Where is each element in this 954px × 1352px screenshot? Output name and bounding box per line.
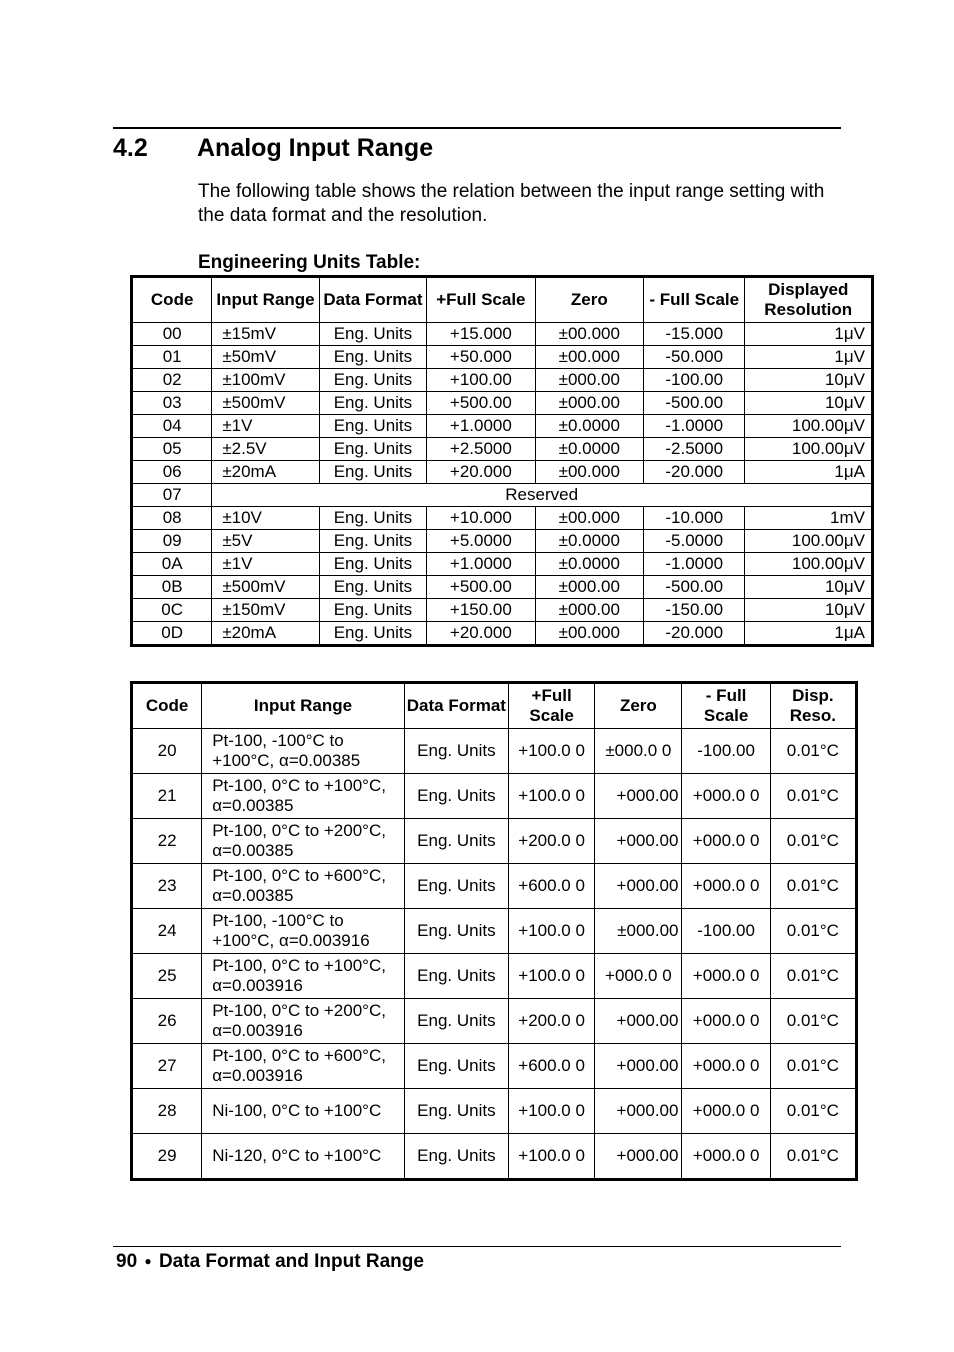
table-cell: +20.000 [427, 622, 535, 646]
table-cell: Pt-100, 0°C to +200°C, α=0.003916 [202, 999, 405, 1044]
table-cell: 28 [132, 1089, 202, 1134]
table-cell: +1.0000 [427, 415, 535, 438]
table-cell: Eng. Units [319, 507, 426, 530]
column-header: Code [132, 683, 202, 729]
table-cell: 0D [132, 622, 212, 646]
table-row [132, 1044, 857, 1089]
table-cell: 10μV [745, 369, 873, 392]
reserved-cell: Reserved [212, 484, 873, 507]
table-cell: 21 [132, 774, 202, 819]
table-header-row [132, 277, 873, 323]
table-cell: Eng. Units [404, 864, 508, 909]
section-heading [113, 134, 433, 163]
table-cell: ±150mV [212, 599, 319, 622]
table-cell: +000.0 0 [682, 1089, 770, 1134]
footer-rule [113, 1246, 841, 1247]
table-cell: ±000.00 [535, 599, 643, 622]
table-cell: ±00.000 [535, 622, 643, 646]
column-header: +Full Scale [427, 277, 535, 323]
page-number: 90 [116, 1251, 138, 1272]
table-cell: +000.00 [595, 774, 682, 819]
table-row [132, 999, 857, 1044]
table-cell: 0B [132, 576, 212, 599]
table-cell: +100.0 0 [509, 1089, 595, 1134]
table-cell: 08 [132, 507, 212, 530]
table-cell: ±0.0000 [535, 438, 643, 461]
table-cell: +5.0000 [427, 530, 535, 553]
table-row [132, 909, 857, 954]
table-cell: Pt-100, -100°C to +100°C, α=0.003916 [202, 909, 405, 954]
table-cell: +500.00 [427, 576, 535, 599]
table-cell: +000.0 0 [682, 819, 770, 864]
table-cell: Eng. Units [319, 346, 426, 369]
table-cell: 0.01°C [770, 954, 856, 999]
table-cell: -500.00 [644, 576, 745, 599]
table-cell: ±50mV [212, 346, 319, 369]
table-cell: Eng. Units [404, 729, 508, 774]
table-row [132, 1134, 857, 1180]
table-cell: Eng. Units [319, 461, 426, 484]
table-cell: 1μV [745, 346, 873, 369]
table-cell: Pt-100, 0°C to +100°C, α=0.00385 [202, 774, 405, 819]
table-cell: 0.01°C [770, 1134, 856, 1180]
table-cell: 03 [132, 392, 212, 415]
table-cell: Eng. Units [404, 999, 508, 1044]
table-cell: -20.000 [644, 461, 745, 484]
table-cell: +100.0 0 [509, 774, 595, 819]
table-cell: 27 [132, 1044, 202, 1089]
table-cell: ±15mV [212, 323, 319, 346]
table-cell: Eng. Units [319, 323, 426, 346]
table-cell: +150.00 [427, 599, 535, 622]
column-header: Code [132, 277, 212, 323]
table-cell: 100.00μV [745, 530, 873, 553]
table-row [132, 507, 873, 530]
table-row [132, 819, 857, 864]
table-cell: ±1V [212, 415, 319, 438]
table-cell: 0.01°C [770, 1089, 856, 1134]
table-row [132, 415, 873, 438]
table-cell: Eng. Units [404, 909, 508, 954]
engineering-units-table [130, 275, 874, 647]
table-cell: 00 [132, 323, 212, 346]
table-cell: ±0.0000 [535, 530, 643, 553]
table-cell: 100.00μV [745, 438, 873, 461]
table-cell: Eng. Units [404, 954, 508, 999]
table-cell: Pt-100, 0°C to +100°C, α=0.003916 [202, 954, 405, 999]
table-cell: ±000.00 [535, 369, 643, 392]
column-header: - Full Scale [644, 277, 745, 323]
table-cell: ±000.00 [595, 909, 682, 954]
table-cell: 09 [132, 530, 212, 553]
table-cell: -150.00 [644, 599, 745, 622]
table-row [132, 774, 857, 819]
table-row [132, 576, 873, 599]
table-cell: ±000.00 [535, 576, 643, 599]
table-cell: Pt-100, -100°C to +100°C, α=0.00385 [202, 729, 405, 774]
table-cell: Pt-100, 0°C to +600°C, α=0.003916 [202, 1044, 405, 1089]
table-row [132, 954, 857, 999]
section-number: 4.2 [113, 134, 148, 162]
table-cell: ±000.0 0 [595, 729, 682, 774]
table-row [132, 369, 873, 392]
table-row [132, 1089, 857, 1134]
table-cell: Eng. Units [404, 1089, 508, 1134]
table-cell: 10μV [745, 392, 873, 415]
table-cell: 25 [132, 954, 202, 999]
table-cell: +000.00 [595, 999, 682, 1044]
column-header: Zero [595, 683, 682, 729]
column-header: Data Format [319, 277, 426, 323]
table-cell: +000.00 [595, 819, 682, 864]
table-cell: -10.000 [644, 507, 745, 530]
table-cell: +50.000 [427, 346, 535, 369]
table-cell: +000.00 [595, 864, 682, 909]
table-cell: +10.000 [427, 507, 535, 530]
table-cell: Eng. Units [319, 530, 426, 553]
table-cell: -100.00 [682, 909, 770, 954]
table-cell: +20.000 [427, 461, 535, 484]
reserved-row [132, 484, 873, 507]
table-caption: Engineering Units Table: [198, 252, 421, 273]
table-cell: 05 [132, 438, 212, 461]
top-rule [113, 127, 841, 129]
table-cell: 07 [132, 484, 212, 507]
table-cell: Pt-100, 0°C to +200°C, α=0.00385 [202, 819, 405, 864]
table-cell: Eng. Units [319, 438, 426, 461]
table-cell: -100.00 [682, 729, 770, 774]
table-cell: -2.5000 [644, 438, 745, 461]
table-cell: +000.0 0 [682, 954, 770, 999]
table-cell: Eng. Units [319, 576, 426, 599]
table-cell: ±20mA [212, 461, 319, 484]
column-header: Input Range [212, 277, 319, 323]
table-cell: ±100mV [212, 369, 319, 392]
table-cell: +100.00 [427, 369, 535, 392]
table-cell: Eng. Units [319, 392, 426, 415]
table-cell: 1mV [745, 507, 873, 530]
table-row [132, 553, 873, 576]
table-cell: 02 [132, 369, 212, 392]
table-cell: +000.0 0 [682, 774, 770, 819]
table-cell: 0C [132, 599, 212, 622]
table-cell: 29 [132, 1134, 202, 1180]
table-row [132, 438, 873, 461]
table-row [132, 392, 873, 415]
table-cell: 0.01°C [770, 1044, 856, 1089]
table-row [132, 599, 873, 622]
rtd-input-range-table [130, 681, 858, 1181]
table-cell: ±500mV [212, 576, 319, 599]
table-cell: -50.000 [644, 346, 745, 369]
table-cell: -500.00 [644, 392, 745, 415]
table-cell: +000.00 [595, 1044, 682, 1089]
table-cell: 0.01°C [770, 909, 856, 954]
table-cell: +600.0 0 [509, 864, 595, 909]
table-cell: 1μV [745, 323, 873, 346]
table-cell: ±00.000 [535, 461, 643, 484]
table-cell: Pt-100, 0°C to +600°C, α=0.00385 [202, 864, 405, 909]
table-cell: 0.01°C [770, 864, 856, 909]
table-cell: +200.0 0 [509, 819, 595, 864]
table-cell: Ni-120, 0°C to +100°C [202, 1134, 405, 1180]
table-cell: +100.0 0 [509, 909, 595, 954]
table-cell: ±5V [212, 530, 319, 553]
table-cell: 0.01°C [770, 774, 856, 819]
table-cell: -1.0000 [644, 415, 745, 438]
table-cell: Eng. Units [404, 1044, 508, 1089]
table-cell: ±1V [212, 553, 319, 576]
intro-paragraph: The following table shows the relation between the input range setting with the data format and the resolution. [198, 181, 825, 226]
table-cell: +000.0 0 [595, 954, 682, 999]
table-cell: 23 [132, 864, 202, 909]
table-cell: -100.00 [644, 369, 745, 392]
table-cell: 04 [132, 415, 212, 438]
table-cell: 1μA [745, 461, 873, 484]
table-cell: ±500mV [212, 392, 319, 415]
table-cell: +000.00 [595, 1134, 682, 1180]
table-cell: 22 [132, 819, 202, 864]
table-cell: +000.00 [595, 1089, 682, 1134]
table-row [132, 461, 873, 484]
table-cell: -20.000 [644, 622, 745, 646]
table-cell: Eng. Units [319, 553, 426, 576]
table-row [132, 346, 873, 369]
table-cell: +200.0 0 [509, 999, 595, 1044]
table-cell: Eng. Units [319, 415, 426, 438]
table-cell: 26 [132, 999, 202, 1044]
table-cell: +15.000 [427, 323, 535, 346]
table-cell: ±00.000 [535, 346, 643, 369]
column-header: - Full Scale [682, 683, 770, 729]
bullet-icon: ● [144, 1254, 152, 1268]
table-cell: 10μV [745, 576, 873, 599]
table-cell: 06 [132, 461, 212, 484]
table-cell: Eng. Units [404, 819, 508, 864]
table-cell: +000.0 0 [682, 864, 770, 909]
column-header: Zero [535, 277, 643, 323]
table-cell: ±00.000 [535, 507, 643, 530]
table-cell: +000.0 0 [682, 1134, 770, 1180]
table-cell: 20 [132, 729, 202, 774]
column-header: Data Format [404, 683, 508, 729]
table-cell: ±10V [212, 507, 319, 530]
table-cell: +100.0 0 [509, 729, 595, 774]
table-cell: Eng. Units [404, 1134, 508, 1180]
table-cell: 01 [132, 346, 212, 369]
column-header: +Full Scale [509, 683, 595, 729]
table-cell: +100.0 0 [509, 954, 595, 999]
table-cell: ±0.0000 [535, 553, 643, 576]
table-cell: -5.0000 [644, 530, 745, 553]
table-cell: ±00.000 [535, 323, 643, 346]
table-row [132, 530, 873, 553]
table-cell: +2.5000 [427, 438, 535, 461]
column-header: Disp. Reso. [770, 683, 856, 729]
table-cell: 0.01°C [770, 999, 856, 1044]
table-cell: 24 [132, 909, 202, 954]
table-row [132, 323, 873, 346]
table-cell: +600.0 0 [509, 1044, 595, 1089]
table-cell: +000.0 0 [682, 1044, 770, 1089]
table-cell: -1.0000 [644, 553, 745, 576]
page-footer [116, 1251, 424, 1273]
table-cell: -15.000 [644, 323, 745, 346]
table-cell: 0.01°C [770, 729, 856, 774]
table-cell: +500.00 [427, 392, 535, 415]
footer-title: Data Format and Input Range [158, 1251, 424, 1272]
table-cell: Eng. Units [404, 774, 508, 819]
table-cell: 1μA [745, 622, 873, 646]
table-cell: ±20mA [212, 622, 319, 646]
table-cell: 0.01°C [770, 819, 856, 864]
table-row [132, 729, 857, 774]
table-cell: 100.00μV [745, 553, 873, 576]
column-header: Displayed Resolution [745, 277, 873, 323]
table-row [132, 864, 857, 909]
table-row [132, 622, 873, 646]
table-cell: Eng. Units [319, 599, 426, 622]
table-cell: 0A [132, 553, 212, 576]
table-cell: Eng. Units [319, 369, 426, 392]
table-header-row [132, 683, 857, 729]
table-cell: ±000.00 [535, 392, 643, 415]
table-cell: 100.00μV [745, 415, 873, 438]
table-cell: ±0.0000 [535, 415, 643, 438]
table-cell: ±2.5V [212, 438, 319, 461]
table-cell: 10μV [745, 599, 873, 622]
table-cell: +000.0 0 [682, 999, 770, 1044]
table-cell: Eng. Units [319, 622, 426, 646]
table-cell: +100.0 0 [509, 1134, 595, 1180]
section-title: Analog Input Range [197, 134, 434, 162]
table-cell: +1.0000 [427, 553, 535, 576]
column-header: Input Range [202, 683, 405, 729]
table-cell: Ni-100, 0°C to +100°C [202, 1089, 405, 1134]
